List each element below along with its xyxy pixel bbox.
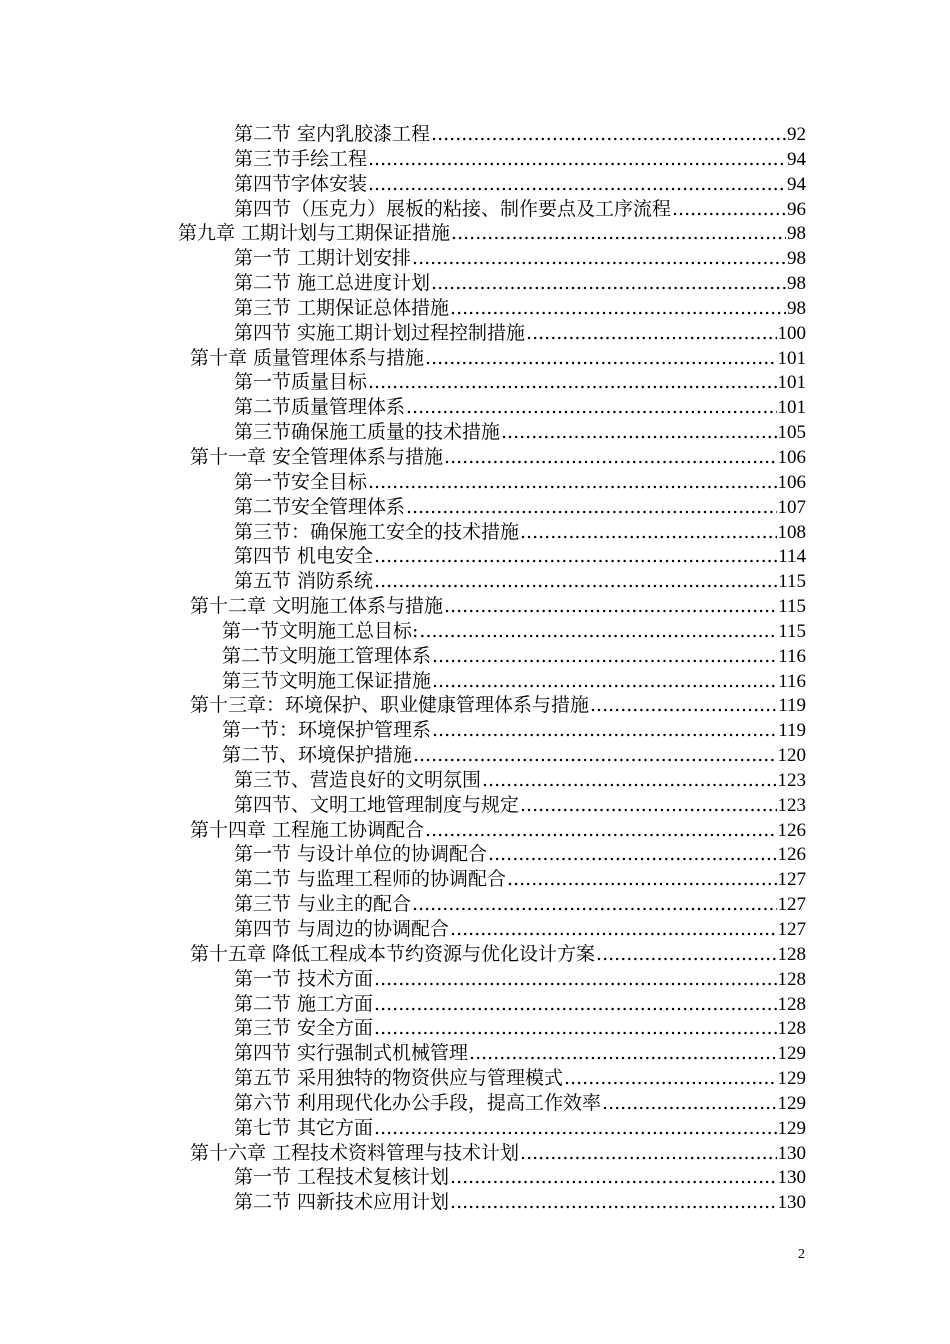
toc-entry-title: 第十五章 降低工程成本节约资源与优化设计方案 [190,942,596,965]
toc-entry[interactable] [0,1016,806,1041]
toc-entry[interactable] [0,495,806,520]
toc-entry-title: 第二节安全管理体系 [234,495,406,518]
toc-leader-dots [564,1066,776,1091]
toc-entry-title: 第七节 其它方面 [234,1116,374,1139]
toc-leader-dots [520,793,776,818]
toc-entry-title: 第三节：确保施工安全的技术措施 [234,520,520,543]
toc-entry-title: 第一节：环境保护管理系 [222,719,432,742]
toc-leader-dots [596,942,776,967]
toc-entry-title: 第二节 施工总进度计划 [234,272,431,295]
toc-entry-page: 130 [777,1192,806,1214]
toc-entry-title: 第五节 消防系统 [234,570,374,593]
toc-entry-page: 94 [787,173,806,195]
toc-entry-page: 105 [777,422,806,444]
toc-leader-dots [368,370,776,395]
toc-leader-dots [431,271,786,296]
toc-entry-page: 130 [777,1167,806,1189]
toc-entry[interactable] [0,172,806,197]
toc-entry-title: 第十一章 安全管理体系与措施 [190,445,444,468]
toc-leader-dots [374,992,776,1017]
page-number: 2 [798,1247,805,1262]
toc-entry-page: 119 [778,695,806,717]
toc-entry-page: 120 [777,745,806,767]
toc-leader-dots [374,569,777,594]
toc-entry[interactable] [0,445,806,470]
toc-entry-page: 126 [777,819,806,841]
toc-entry[interactable] [0,644,806,669]
toc-entry-page: 123 [777,769,806,791]
toc-entry[interactable] [0,1141,806,1166]
toc-entry-title: 第三节确保施工质量的技术措施 [234,421,501,444]
toc-entry[interactable] [0,669,806,694]
toc-entry-page: 128 [777,993,806,1015]
toc-entry-title: 第一节质量目标 [234,371,368,394]
toc-entry-title: 第二节 四新技术应用计划 [234,1191,450,1214]
toc-entry-title: 第十四章 工程施工协调配合 [190,818,425,841]
toc-entry[interactable] [0,942,806,967]
toc-entry[interactable] [0,420,806,445]
toc-entry-title: 第一节 与设计单位的协调配合 [234,843,488,866]
toc-entry[interactable] [0,569,806,594]
toc-entry-title: 第四节、文明工地管理制度与规定 [234,793,520,816]
toc-entry[interactable] [0,967,806,992]
toc-leader-dots [432,669,777,694]
toc-entry-page: 115 [778,571,806,593]
toc-entry[interactable] [0,892,806,917]
toc-leader-dots [507,867,776,892]
toc-entry-page: 101 [777,347,806,369]
toc-entry-page: 98 [787,273,806,295]
toc-leader-dots [450,1165,776,1190]
toc-entry[interactable] [0,594,806,619]
toc-entry-title: 第二节质量管理体系 [234,396,406,419]
toc-entry-title: 第三节 工期保证总体措施 [234,296,450,319]
toc-entry[interactable] [0,520,806,545]
toc-entry-page: 116 [778,645,806,667]
toc-entry-page: 126 [777,844,806,866]
toc-entry-title: 第一节文明施工总目标: [222,619,419,642]
toc-leader-dots [413,743,776,768]
toc-entry-page: 96 [787,198,806,220]
toc-entry-title: 第一节 工期计划安排 [234,247,412,270]
toc-entry[interactable] [0,818,806,843]
toc-entry-title: 第十章 质量管理体系与措施 [190,346,425,369]
toc-entry[interactable] [0,992,806,1017]
toc-entry[interactable] [0,321,806,346]
toc-entry-title: 第一节 技术方面 [234,967,374,990]
toc-entry[interactable] [0,743,806,768]
toc-entry-title: 第三节 与业主的配合 [234,893,412,916]
toc-entry-page: 106 [777,446,806,468]
toc-entry[interactable] [0,1066,806,1091]
toc-leader-dots [368,147,786,172]
toc-leader-dots [520,520,776,545]
toc-leader-dots [590,693,777,718]
toc-leader-dots [412,892,776,917]
toc-leader-dots [431,122,786,147]
toc-leader-dots [432,718,777,743]
toc-entry-page: 106 [777,471,806,493]
toc-entry[interactable] [0,544,806,569]
toc-leader-dots [444,594,777,619]
toc-entry-title: 第二节文明施工管理体系 [222,644,432,667]
toc-entry[interactable] [0,246,806,271]
toc-entry-page: 119 [778,720,806,742]
toc-leader-dots [501,420,776,445]
toc-entry-page: 98 [787,223,806,245]
toc-entry[interactable] [0,768,806,793]
table-of-contents [0,122,950,1215]
toc-entry-title: 第四节（压克力）展板的粘接、制作要点及工序流程 [234,197,672,220]
toc-entry-title: 第三节 安全方面 [234,1017,374,1040]
toc-entry-page: 101 [777,372,806,394]
toc-entry[interactable] [0,470,806,495]
toc-entry-title: 第三节文明施工保证措施 [222,669,432,692]
toc-entry-page: 100 [777,322,806,344]
toc-entry-page: 98 [787,248,806,270]
toc-entry-title: 第二节 与监理工程师的协调配合 [234,868,507,891]
toc-leader-dots [406,395,776,420]
toc-entry-title: 第四节 机电安全 [234,545,374,568]
toc-entry-page: 128 [777,1018,806,1040]
toc-entry-page: 115 [778,596,806,618]
toc-entry[interactable] [0,1091,806,1116]
toc-entry-title: 第二节 施工方面 [234,992,374,1015]
toc-leader-dots [368,470,776,495]
toc-leader-dots [469,1041,776,1066]
toc-entry-page: 114 [778,546,806,568]
toc-entry-page: 129 [777,1043,806,1065]
toc-entry-title: 第十六章 工程技术资料管理与技术计划 [190,1141,520,1164]
toc-entry[interactable] [0,147,806,172]
toc-entry-page: 129 [777,1117,806,1139]
toc-leader-dots [450,917,776,942]
toc-entry-page: 101 [777,397,806,419]
toc-entry-page: 94 [787,148,806,170]
toc-entry-page: 127 [777,894,806,916]
toc-entry-title: 第五节 采用独特的物资供应与管理模式 [234,1067,564,1090]
toc-leader-dots [374,1116,776,1141]
toc-entry-page: 98 [787,297,806,319]
toc-leader-dots [419,619,777,644]
toc-entry[interactable] [0,122,806,147]
toc-entry-page: 108 [777,521,806,543]
toc-entry[interactable] [0,693,806,718]
toc-entry-page: 116 [778,670,806,692]
toc-entry[interactable] [0,917,806,942]
toc-leader-dots [602,1091,776,1116]
toc-entry-page: 115 [778,620,806,642]
toc-leader-dots [444,445,776,470]
toc-entry[interactable] [0,1041,806,1066]
toc-entry-page: 123 [777,794,806,816]
toc-entry-page: 128 [777,968,806,990]
toc-leader-dots [374,967,776,992]
toc-leader-dots [451,221,786,246]
toc-entry-title: 第二节、环境保护措施 [222,744,413,767]
toc-entry[interactable] [0,271,806,296]
toc-leader-dots [526,321,776,346]
toc-entry[interactable] [0,370,806,395]
toc-entry[interactable] [0,197,806,222]
toc-entry[interactable] [0,793,806,818]
toc-entry-page: 92 [787,124,806,145]
toc-leader-dots [450,296,786,321]
toc-entry[interactable] [0,1165,806,1190]
toc-entry-title: 第十二章 文明施工体系与措施 [190,595,444,618]
toc-entry-title: 第一节安全目标 [234,470,368,493]
toc-entry[interactable] [0,842,806,867]
toc-leader-dots [672,197,786,222]
toc-entry-page: 127 [777,919,806,940]
toc-leader-dots [406,495,776,520]
toc-entry[interactable] [0,1190,806,1215]
toc-entry-title: 第二节 室内乳胶漆工程 [234,123,431,145]
toc-entry-page: 130 [777,1142,806,1164]
toc-leader-dots [520,1141,776,1166]
toc-entry[interactable] [0,346,806,371]
toc-leader-dots [432,644,777,669]
toc-entry[interactable] [0,395,806,420]
toc-leader-dots [412,246,786,271]
toc-entry[interactable] [0,867,806,892]
toc-entry-page: 129 [777,1068,806,1090]
toc-entry-title: 第六节 利用现代化办公手段，提高工作效率 [234,1091,602,1114]
toc-entry-page: 128 [777,943,806,965]
toc-entry[interactable] [0,718,806,743]
toc-entry-title: 第四节 实施工期计划过程控制措施 [234,321,526,344]
toc-entry[interactable] [0,296,806,321]
toc-entry-title: 第四节 与周边的协调配合 [234,918,450,940]
toc-entry[interactable] [0,1116,806,1141]
toc-entry[interactable] [0,619,806,644]
toc-leader-dots [425,818,776,843]
toc-leader-dots [368,172,786,197]
toc-entry-title: 第三节手绘工程 [234,147,368,170]
toc-entry-title: 第四节字体安装 [234,172,368,195]
toc-entry-page: 107 [777,496,806,518]
toc-entry-title: 第四节 实行强制式机械管理 [234,1042,469,1065]
toc-leader-dots [488,842,776,867]
toc-entry-title: 第十三章：环境保护、职业健康管理体系与措施 [190,694,590,717]
toc-entry-title: 第九章 工期计划与工期保证措施 [178,222,451,245]
toc-leader-dots [425,346,776,371]
toc-leader-dots [450,1190,776,1215]
toc-leader-dots [374,544,777,569]
toc-entry[interactable] [0,221,806,246]
toc-entry-title: 第三节、营造良好的文明氛围 [234,768,482,791]
toc-leader-dots [374,1016,776,1041]
toc-entry-page: 127 [777,869,806,891]
toc-entry-page: 129 [777,1092,806,1114]
toc-leader-dots [482,768,776,793]
toc-entry-title: 第一节 工程技术复核计划 [234,1166,450,1189]
